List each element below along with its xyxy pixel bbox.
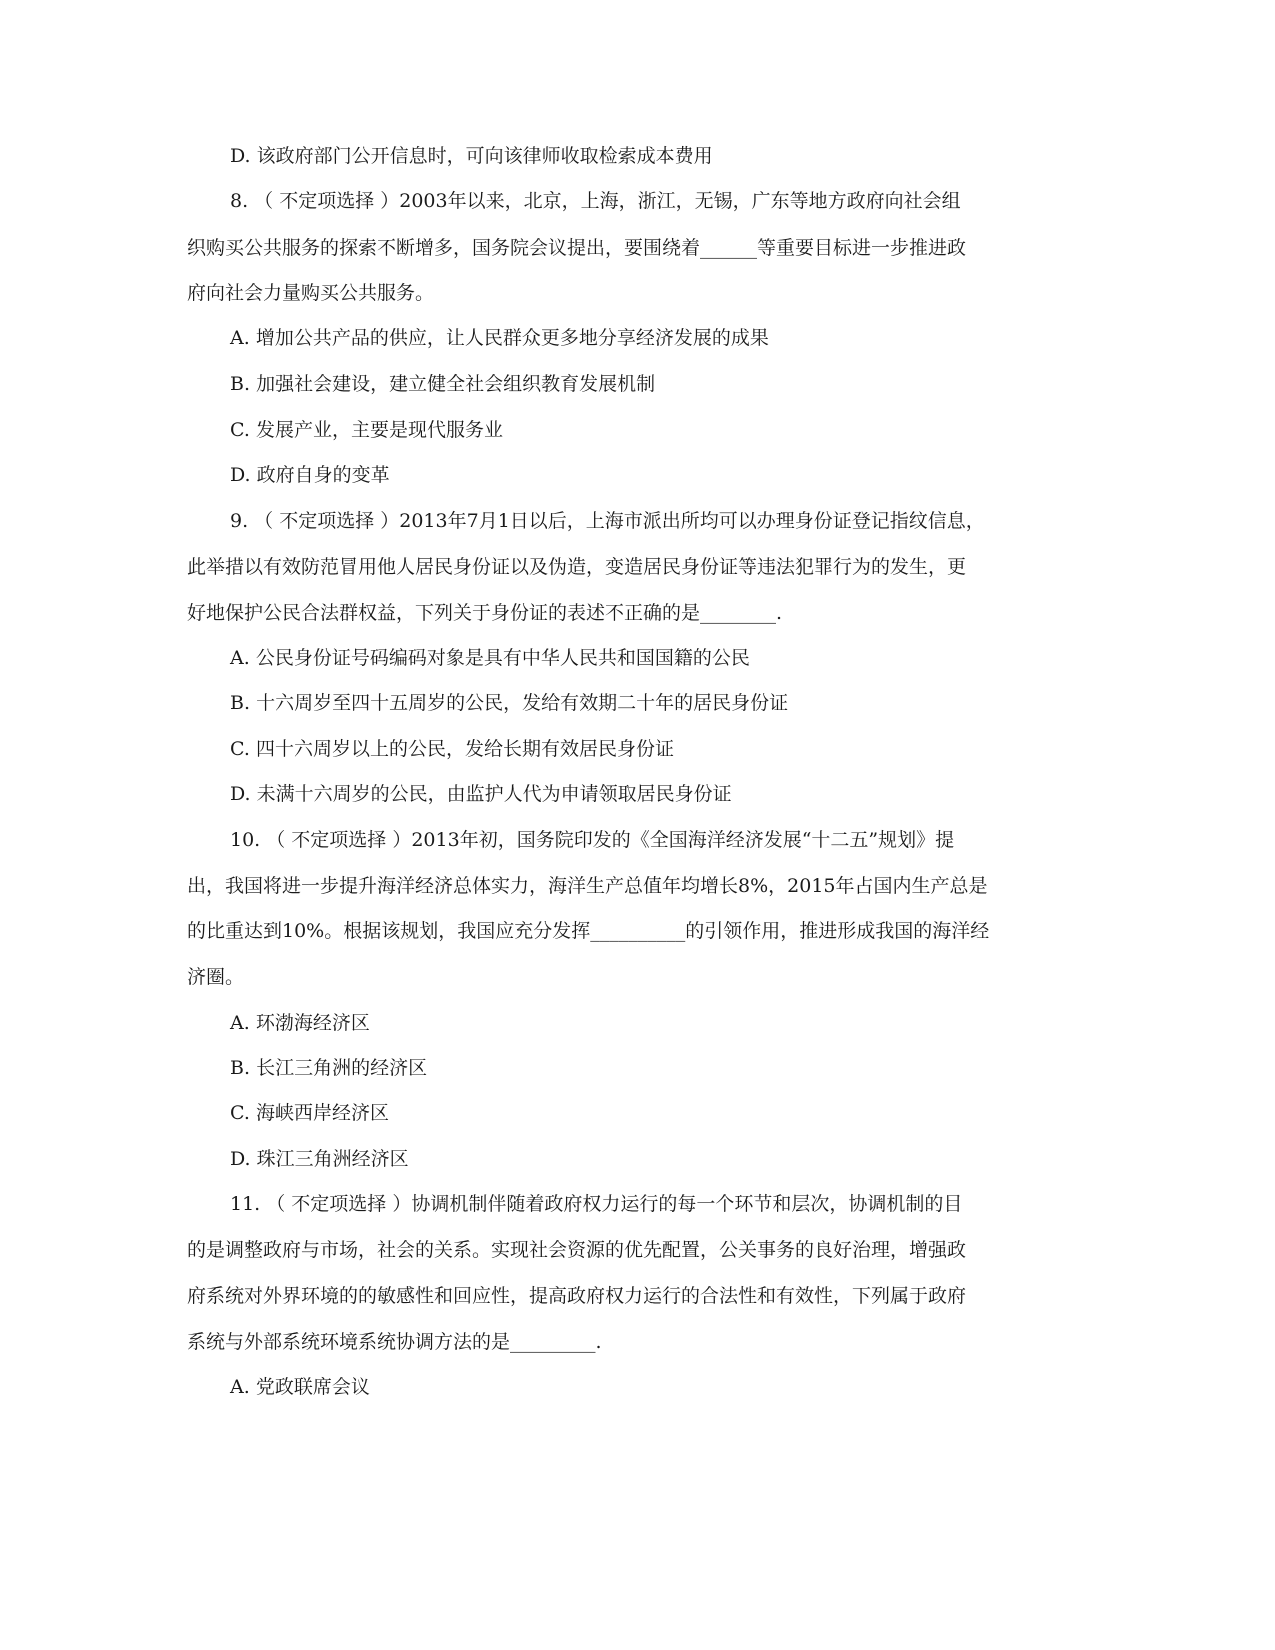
question-11-line-4: 系统与外部系统环境系统协调方法的是_________. (187, 1331, 602, 1353)
option-text: 珠江三角洲经济区 (256, 1148, 409, 1170)
option-label: A. (230, 327, 250, 349)
option-d-q8 (230, 463, 390, 487)
option-b-q9 (230, 691, 788, 715)
option-label: A. (230, 1012, 250, 1034)
option-b-q8 (230, 372, 655, 396)
option-text: 未满十六周岁的公民，由监护人代为申请领取居民身份证 (256, 783, 732, 805)
option-b-q10 (230, 1056, 427, 1080)
option-a-q9 (230, 646, 750, 670)
option-text: 加强社会建设，建立健全社会组织教育发展机制 (256, 373, 656, 395)
option-label: D. (230, 145, 251, 167)
option-text: 环渤海经济区 (255, 1012, 370, 1034)
option-label: A. (230, 1376, 250, 1398)
option-label: D. (230, 1148, 251, 1170)
option-text: 四十六周岁以上的公民，发给长期有效居民身份证 (255, 738, 674, 760)
option-a-q8 (230, 326, 769, 350)
option-text: 公民身份证号码编码对象是具有中华人民共和国国籍的公民 (255, 647, 750, 669)
question-10-line-4: 济圈。 (187, 966, 245, 988)
question-11-line-3: 府系统对外界环境的的敏感性和回应性，提高政府权力运行的合法性和有效性，下列属于政府 (187, 1285, 967, 1307)
option-c-q10 (230, 1101, 389, 1125)
option-text: 党政联席会议 (255, 1376, 370, 1398)
option-label: A. (230, 647, 250, 669)
option-text: 发展产业，主要是现代服务业 (255, 419, 503, 441)
option-label: B. (230, 1057, 251, 1079)
question-9-line-3: 好地保护公民合法群权益，下列关于身份证的表述不正确的是________. (187, 602, 783, 624)
question-10-line-1: 10. （ 不定项选择 ）2013年初，国务院印发的《全国海洋经济发展“十二五”规划》提 (230, 829, 955, 851)
option-text: 该政府部门公开信息时，可向该律师收取检索成本费用 (256, 145, 713, 167)
option-text: 十六周岁至四十五周岁的公民，发给有效期二十年的居民身份证 (256, 692, 789, 714)
option-label: C. (230, 1102, 250, 1124)
option-label: D. (230, 464, 251, 486)
option-a-q10 (230, 1011, 370, 1035)
option-d-q9 (230, 782, 732, 806)
option-text: 政府自身的变革 (256, 464, 390, 486)
option-text: 海峡西岸经济区 (255, 1102, 389, 1124)
question-8-line-2: 织购买公共服务的探索不断增多，国务院会议提出，要围绕着______等重要目标进一步推进政 (187, 237, 967, 259)
option-label: C. (230, 738, 250, 760)
option-c-q9 (230, 737, 674, 761)
question-11-line-2: 的是调整政府与市场，社会的关系。实现社会资源的优先配置，公关事务的良好治理，增强政 (187, 1239, 967, 1261)
option-d-q10 (230, 1147, 409, 1171)
question-9-line-2: 此举措以有效防范冒用他人居民身份证以及伪造，变造居民身份证等违法犯罪行为的发生，更 (187, 556, 967, 578)
option-text: 增加公共产品的供应，让人民群众更多地分享经济发展的成果 (255, 327, 769, 349)
option-label: B. (230, 692, 251, 714)
option-a-q11 (230, 1375, 370, 1399)
option-label: C. (230, 419, 250, 441)
option-label: B. (230, 373, 251, 395)
option-c-q8 (230, 418, 503, 442)
option-text: 长江三角洲的经济区 (256, 1057, 428, 1079)
question-8-line-3: 府向社会力量购买公共服务。 (187, 282, 435, 304)
question-9-line-1: 9. （ 不定项选择 ）2013年7月1日以后，上海市派出所均可以办理身份证登记指纹信息， (230, 510, 985, 532)
question-10-line-2: 出，我国将进一步提升海洋经济总体实力，海洋生产总值年均增长8%，2015年占国内生产总是 (187, 875, 988, 897)
question-10-line-3: 的比重达到10%。根据该规划，我国应充分发挥__________的引领作用，推进形成我国的海洋经 (187, 920, 990, 942)
option-d-q7 (230, 144, 713, 168)
question-11-line-1: 11. （ 不定项选择 ）协调机制伴随着政府权力运行的每一个环节和层次，协调机制的目 (230, 1193, 963, 1215)
question-8-line-1: 8. （ 不定项选择 ）2003年以来，北京，上海，浙江，无锡，广东等地方政府向社会组 (230, 190, 961, 212)
option-label: D. (230, 783, 251, 805)
